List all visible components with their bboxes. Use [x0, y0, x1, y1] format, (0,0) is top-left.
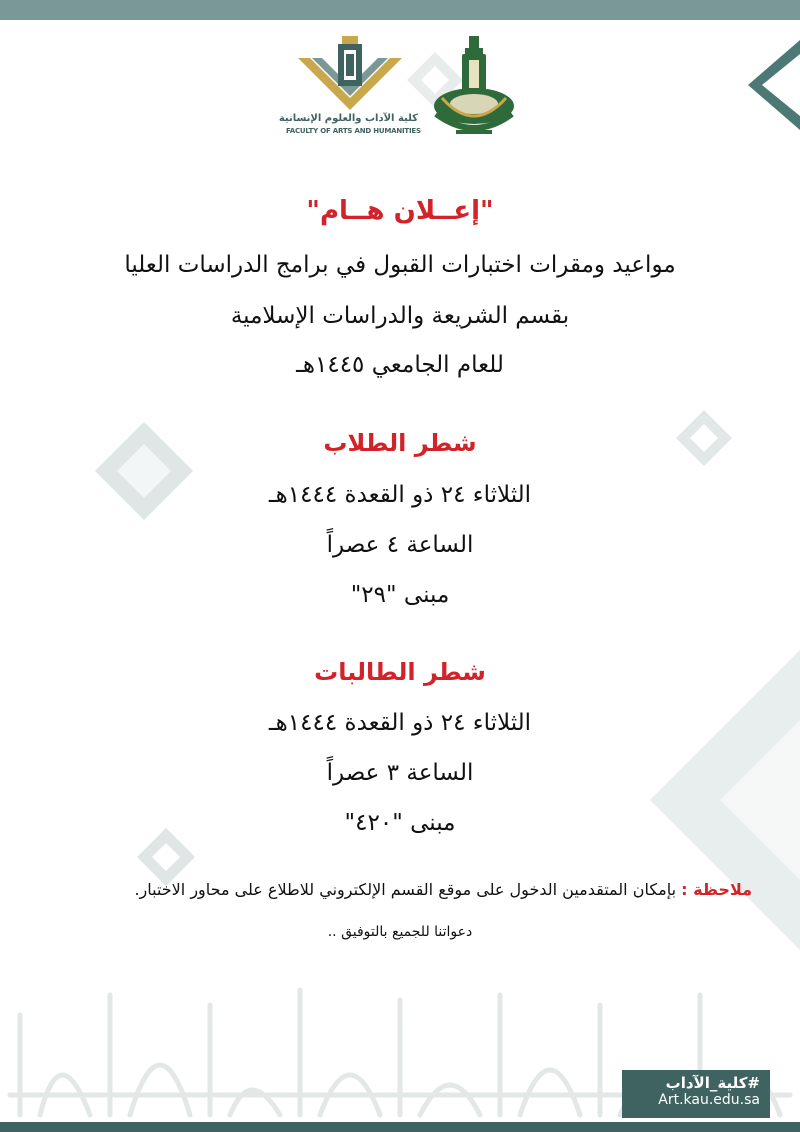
- note-text: بإمكان المتقدمين الدخول على موقع القسم الإلكتروني للاطلاع على محاور الاختبار.: [134, 880, 677, 899]
- university-logo: [428, 34, 520, 138]
- announcement-line-3: للعام الجامعي ١٤٤٥هـ: [296, 352, 504, 378]
- note: [42, 880, 752, 899]
- male-section-heading: شطر الطلاب: [323, 429, 477, 457]
- female-section-heading: شطر الطالبات: [314, 658, 486, 686]
- male-section-date: الثلاثاء ٢٤ ذو القعدة ١٤٤٤هـ: [268, 482, 532, 508]
- announcement-title: "إعــلان هــام": [306, 196, 494, 226]
- female-section-date: الثلاثاء ٢٤ ذو القعدة ١٤٤٤هـ: [268, 710, 532, 736]
- footer-hashtag: #كلية_الآداب: [665, 1074, 760, 1092]
- faculty-name-ar: كلية الآداب والعلوم الإنسانية: [278, 113, 418, 124]
- footer-hashtag-box: [622, 1070, 770, 1118]
- male-section-building: مبنى "٢٩": [350, 582, 450, 608]
- male-section-time: الساعة ٤ عصراً: [326, 532, 474, 558]
- top-bar: [0, 0, 800, 20]
- announcement-line-2: بقسم الشريعة والدراسات الإسلامية: [230, 303, 570, 329]
- female-section-building: مبنى "٤٢٠": [344, 810, 456, 836]
- footer-website: Art.kau.edu.sa: [658, 1092, 760, 1108]
- closing-wish: دعواتنا للجميع بالتوفيق ..: [327, 924, 473, 940]
- bottom-bar: [0, 1122, 800, 1132]
- decorative-triangle-right: [620, 650, 800, 950]
- announcement-line-1: مواعيد ومقرات اختبارات القبول في برامج الدراسات العليا: [124, 252, 676, 278]
- note-label: ملاحظة :: [681, 880, 752, 899]
- decorative-diamond-bottom-left: [137, 828, 195, 886]
- faculty-name-en: FACULTY OF ARTS AND HUMANITIES: [286, 127, 421, 135]
- female-section-time: الساعة ٣ عصراً: [326, 760, 474, 786]
- decorative-chevron-right: [748, 40, 800, 130]
- faculty-logo: [298, 36, 402, 112]
